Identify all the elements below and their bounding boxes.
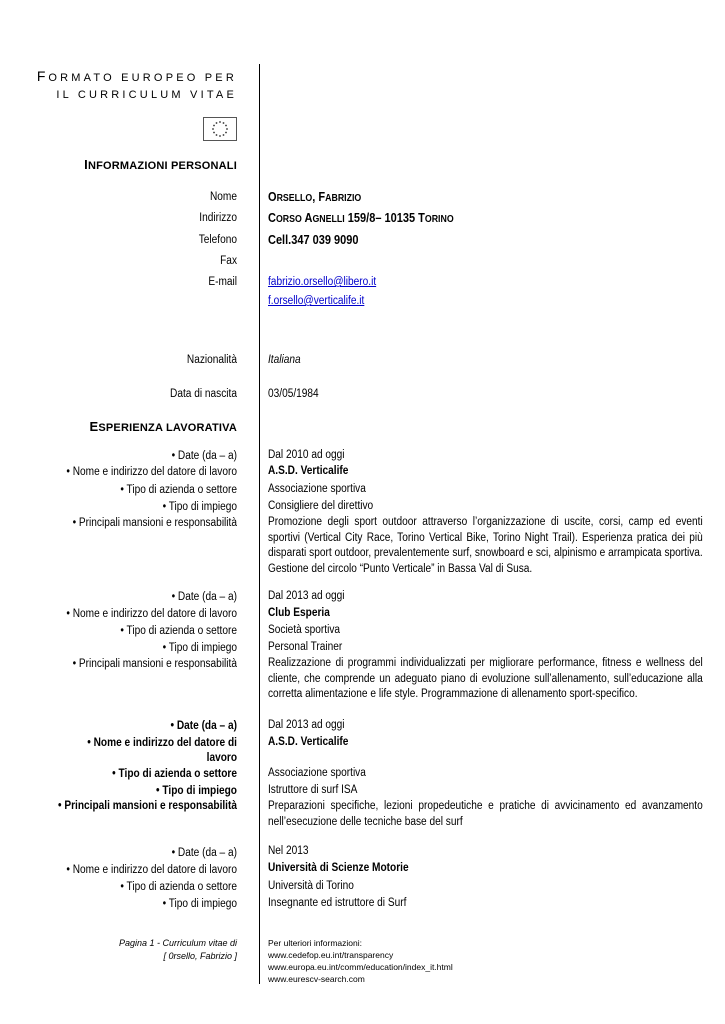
email-link-1[interactable]: fabrizio.orsello@libero.it [268, 276, 377, 288]
footer-page-line-2: [ 0rsello, Fabrizio ] [163, 951, 237, 961]
job-4-dates: Nel 2013 [268, 845, 309, 857]
job-1-company-type-label: • Tipo di azienda o settore [120, 484, 237, 496]
job-2-duties: Realizzazione di programmi individualizzati per migliorare performance, fitness e wellness del cliente, che comprende un adeguato piano di evoluzione sull’allenamento, sull’educazione alla corretta alimentazione e life style. Programmazione di allenamento sport-specifico. [268, 657, 703, 700]
job-4-job-type-label: • Tipo di impiego [162, 898, 237, 910]
job-1-employer: A.S.D. Verticalife [268, 465, 349, 477]
column-divider [259, 64, 260, 984]
job-3-employer: A.S.D. Verticalife [268, 736, 349, 748]
job-2-dates: Dal 2013 ad oggi [268, 590, 345, 602]
job-3-dates: Dal 2013 ad oggi [268, 719, 345, 731]
footer-page-info [37, 937, 237, 963]
job-1-employer-label: • Nome e indirizzo del datore di lavoro [66, 466, 237, 478]
section-work-experience: ESPERIENZA LAVORATIVA [89, 419, 237, 434]
job-4-dates-label: • Date (da – a) [171, 847, 237, 859]
address-value: CORSO AGNELLI 159/8– 10135 TORINO [268, 211, 454, 225]
job-2-employer-label: • Nome e indirizzo del datore di lavoro [66, 608, 237, 620]
footer-link-eurescv[interactable]: www.eurescv-search.com [268, 974, 365, 984]
job-1-company-type: Associazione sportiva [268, 483, 366, 495]
job-1-job-type-label: • Tipo di impiego [162, 501, 237, 513]
section-personal-info: INFORMAZIONI PERSONALI [84, 157, 237, 172]
phone-value: Cell.347 039 9090 [268, 233, 359, 247]
job-3-company-type: Associazione sportiva [268, 767, 366, 779]
job-2-dates-label: • Date (da – a) [171, 591, 237, 603]
birth-date-value: 03/05/1984 [268, 388, 319, 400]
footer-more-info [268, 937, 453, 985]
job-3-duties-label: • Principali mansioni e responsabilità [57, 800, 237, 812]
job-3-duties: Preparazioni specifiche, lezioni propedeutiche e pratiche di avvicinamento ed avanzamento nell’esecuzione delle tecniche base del surf [268, 800, 703, 828]
phone-label: Telefono [198, 234, 237, 246]
cv-title-line-1: FORMATO EUROPEO PER [36, 68, 237, 84]
job-3-company-type-label: • Tipo di azienda o settore [112, 768, 237, 780]
job-2-company-type: Società sportiva [268, 624, 341, 636]
cv-title-line-2: IL CURRICULUM VITAE [56, 89, 237, 101]
email-value-2[interactable] [268, 294, 703, 310]
job-2-job-type-label: • Tipo di impiego [162, 642, 237, 654]
eu-flag-icon [203, 117, 237, 141]
email-label: E-mail [208, 276, 237, 288]
job-1-dates-label: • Date (da – a) [171, 450, 237, 462]
footer-link-cedefop[interactable]: www.cedefop.eu.int/transparency [268, 950, 394, 960]
email-link-2[interactable]: f.orsello@verticalife.it [268, 295, 365, 307]
name-value: ORSELLO, FABRIZIO [268, 190, 362, 204]
job-3-employer-label-line-2: lavoro [206, 752, 237, 764]
job-1-dates: Dal 2010 ad oggi [268, 449, 345, 461]
fax-label: Fax [220, 255, 237, 267]
job-4-job-type: Insegnante ed istruttore di Surf [268, 897, 407, 909]
job-4-company-type-label: • Tipo di azienda o settore [120, 881, 237, 893]
job-4-employer-label: • Nome e indirizzo del datore di lavoro [66, 864, 237, 876]
job-4-company-type: Università di Torino [268, 880, 354, 892]
nationality-label: Nazionalità [186, 354, 237, 366]
address-label: Indirizzo [199, 212, 237, 224]
email-value-1[interactable] [268, 275, 703, 291]
job-1-job-type: Consigliere del direttivo [268, 500, 374, 512]
footer-info-heading: Per ulteriori informazioni: [268, 938, 363, 948]
job-1-duties: Promozione degli sport outdoor attraverso l’organizzazione di uscite, corsi, camp ed eventi sportivi (Vertical City Race, Torino Vertical Bike, Torino Night Trail). Esperienza pratica dei più disparati sport outdoor, prevalentemente surf, snowboard e sci, alpinismo e arrampicata sportiva. Gestione del circolo “Punto Verticale” in Bassa Val di Susa. [268, 516, 703, 575]
footer-page-line-1: Pagina 1 - Curriculum vitae di [118, 938, 237, 948]
nationality-value: Italiana [268, 354, 301, 366]
name-label: Nome [209, 191, 237, 203]
birth-date-label: Data di nascita [170, 388, 237, 400]
job-1-duties-label: • Principali mansioni e responsabilità [72, 517, 237, 529]
footer-link-europa[interactable]: www.europa.eu.int/comm/education/index_it.html [268, 962, 453, 972]
job-3-employer-label-line-1: • Nome e indirizzo del datore di [87, 737, 238, 749]
job-2-duties-label: • Principali mansioni e responsabilità [72, 658, 237, 670]
job-3-dates-label: • Date (da – a) [170, 720, 237, 732]
job-3-job-type-label: • Tipo di impiego [156, 785, 237, 797]
job-2-job-type: Personal Trainer [268, 641, 343, 653]
job-4-employer: Università di Scienze Motorie [268, 862, 409, 874]
job-2-employer: Club Esperia [268, 607, 330, 619]
job-3-job-type: Istruttore di surf ISA [268, 784, 358, 796]
job-2-company-type-label: • Tipo di azienda o settore [120, 625, 237, 637]
